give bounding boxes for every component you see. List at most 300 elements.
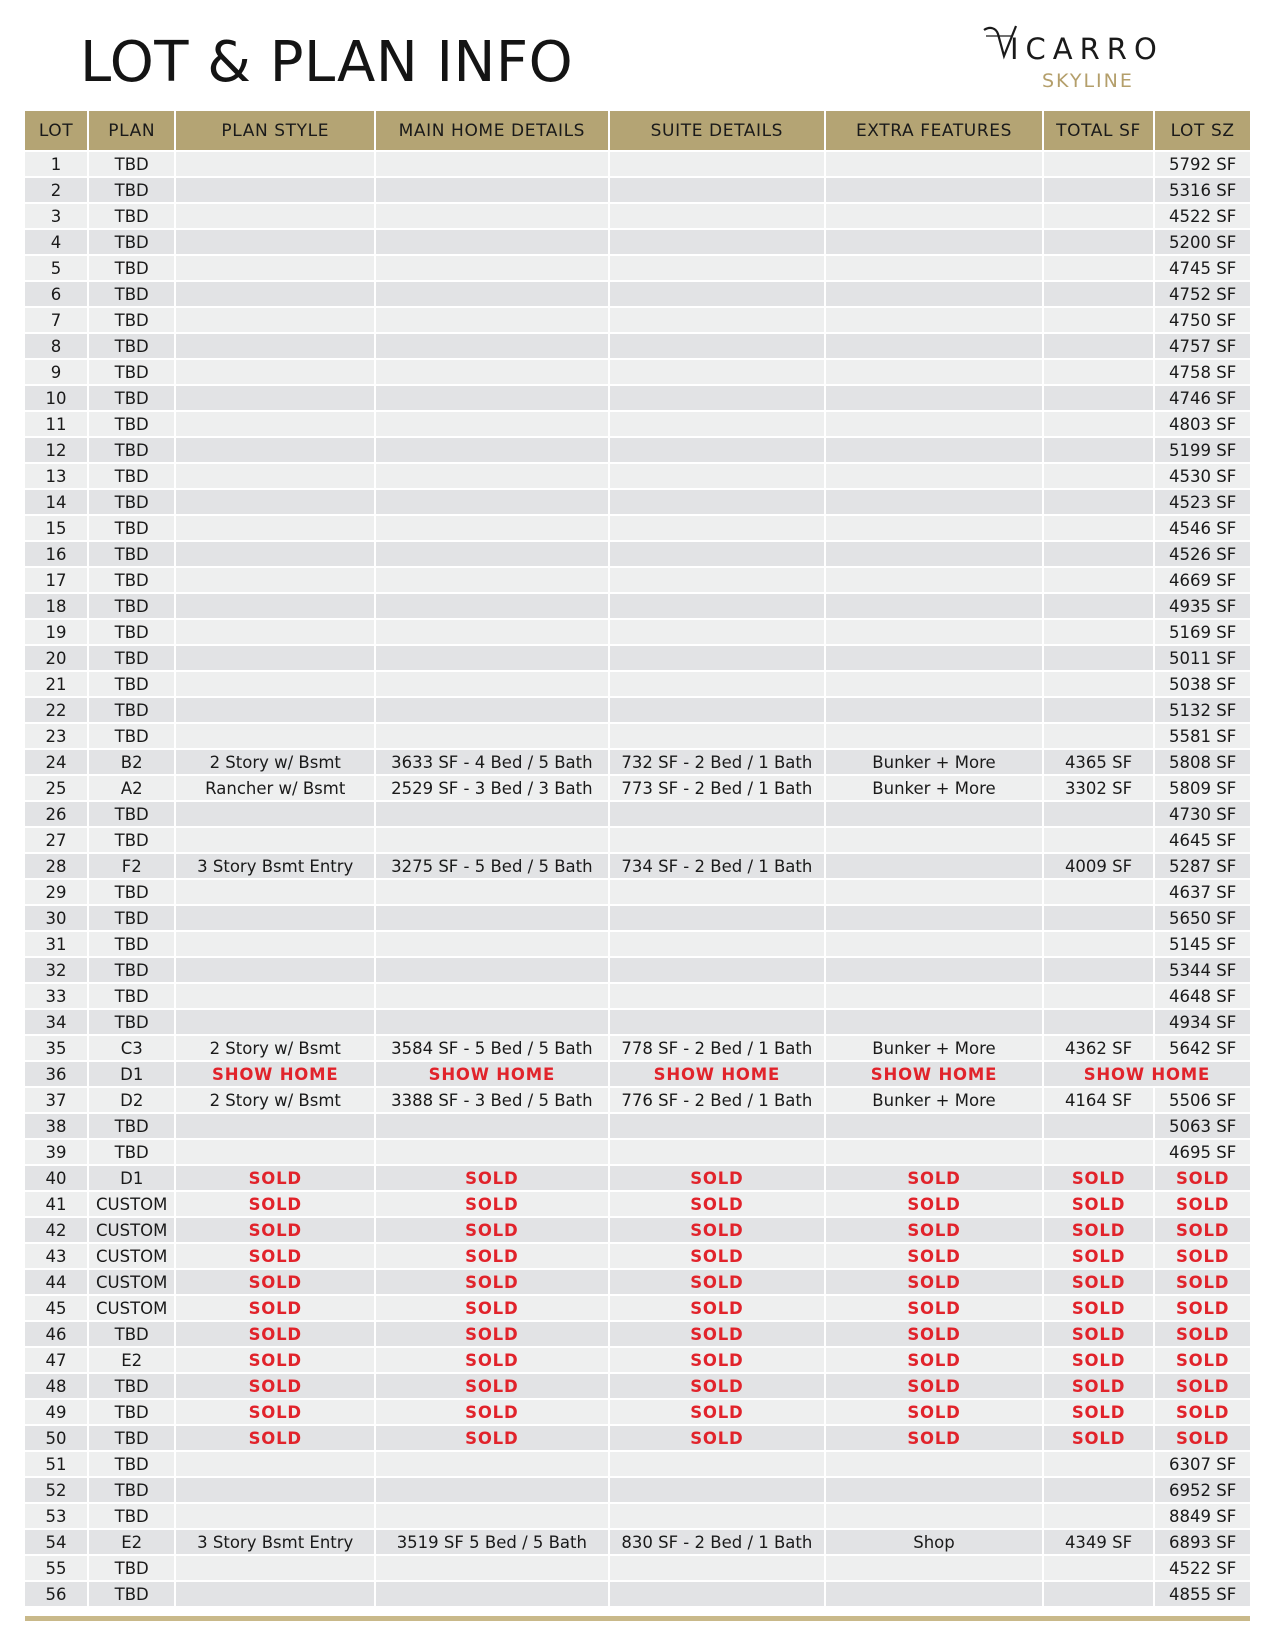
col-header-lot-size: LOT SZ [1154, 111, 1250, 151]
col-header-extra: EXTRA FEATURES [825, 111, 1043, 151]
cell-lot: 16 [25, 541, 88, 567]
cell-plan: TBD [88, 983, 175, 1009]
table-row [25, 775, 1250, 801]
cell-suite [609, 1139, 826, 1165]
cell-extra [825, 203, 1043, 229]
cell-lot-size: SOLD [1154, 1321, 1250, 1347]
cell-suite: SOLD [609, 1217, 826, 1243]
cell-lot: 12 [25, 437, 88, 463]
cell-lot: 2 [25, 177, 88, 203]
cell-plan-style [175, 255, 375, 281]
cell-total-sf: SOLD [1043, 1373, 1154, 1399]
cell-main-home: SOLD [375, 1399, 608, 1425]
cell-lot: 20 [25, 645, 88, 671]
cell-extra [825, 567, 1043, 593]
cell-lot-size: 4648 SF [1154, 983, 1250, 1009]
cell-main-home [375, 1477, 608, 1503]
table-row [25, 905, 1250, 931]
cell-lot: 27 [25, 827, 88, 853]
cell-lot: 19 [25, 619, 88, 645]
cell-plan-style [175, 957, 375, 983]
cell-suite [609, 983, 826, 1009]
cell-total-sf: SOLD [1043, 1217, 1154, 1243]
cell-total-sf [1043, 437, 1154, 463]
cell-suite: 776 SF - 2 Bed / 1 Bath [609, 1087, 826, 1113]
cell-plan-style [175, 411, 375, 437]
cell-total-sf [1043, 879, 1154, 905]
cell-extra [825, 515, 1043, 541]
cell-lot-size: 4934 SF [1154, 1009, 1250, 1035]
cell-extra [825, 177, 1043, 203]
cell-main-home: SOLD [375, 1295, 608, 1321]
cell-main-home: SOLD [375, 1191, 608, 1217]
table-row [25, 1139, 1250, 1165]
cell-lot: 35 [25, 1035, 88, 1061]
cell-suite [609, 411, 826, 437]
cell-plan: TBD [88, 1009, 175, 1035]
cell-extra: Shop [825, 1529, 1043, 1555]
cell-plan-style [175, 801, 375, 827]
table-row [25, 1217, 1250, 1243]
cell-total-sf: SOLD [1043, 1191, 1154, 1217]
cell-lot-size: 5316 SF [1154, 177, 1250, 203]
cell-plan-style: Rancher w/ Bsmt [175, 775, 375, 801]
cell-suite: SOLD [609, 1347, 826, 1373]
cell-extra [825, 645, 1043, 671]
cell-lot-size: 4522 SF [1154, 1555, 1250, 1581]
brand-logo [982, 18, 1202, 98]
cell-extra [825, 983, 1043, 1009]
table-row [25, 1035, 1250, 1061]
cell-lot-size: SOLD [1154, 1425, 1250, 1451]
cell-lot: 54 [25, 1529, 88, 1555]
cell-extra [825, 307, 1043, 333]
cell-plan-style [175, 359, 375, 385]
cell-lot: 25 [25, 775, 88, 801]
cell-total-sf [1043, 489, 1154, 515]
cell-lot: 56 [25, 1581, 88, 1606]
cell-lot: 36 [25, 1061, 88, 1087]
cell-extra [825, 905, 1043, 931]
cell-lot: 7 [25, 307, 88, 333]
cell-lot: 33 [25, 983, 88, 1009]
cell-plan-style: 2 Story w/ Bsmt [175, 749, 375, 775]
table-row [25, 1113, 1250, 1139]
cell-main-home: 3275 SF - 5 Bed / 5 Bath [375, 853, 608, 879]
cell-lot-size: 5038 SF [1154, 671, 1250, 697]
cell-total-sf: SOLD [1043, 1399, 1154, 1425]
col-header-plan-style: PLAN STYLE [175, 111, 375, 151]
cell-total-sf [1043, 307, 1154, 333]
table-row [25, 333, 1250, 359]
cell-plan: TBD [88, 255, 175, 281]
cell-plan-style [175, 1477, 375, 1503]
cell-plan: TBD [88, 1581, 175, 1606]
table-row [25, 463, 1250, 489]
cell-suite [609, 931, 826, 957]
cell-plan-style [175, 437, 375, 463]
cell-suite [609, 177, 826, 203]
cell-plan-style [175, 385, 375, 411]
cell-main-home [375, 489, 608, 515]
table-row [25, 1321, 1250, 1347]
cell-suite: SOLD [609, 1373, 826, 1399]
cell-main-home: SOLD [375, 1347, 608, 1373]
cell-main-home: 2529 SF - 3 Bed / 3 Bath [375, 775, 608, 801]
cell-plan-style: 2 Story w/ Bsmt [175, 1035, 375, 1061]
cell-total-sf: 3302 SF [1043, 775, 1154, 801]
cell-extra [825, 801, 1043, 827]
cell-suite [609, 957, 826, 983]
cell-suite: SOLD [609, 1321, 826, 1347]
cell-main-home [375, 177, 608, 203]
cell-plan: F2 [88, 853, 175, 879]
cell-total-sf [1043, 463, 1154, 489]
cell-main-home [375, 1113, 608, 1139]
table-row [25, 1555, 1250, 1581]
cell-plan-style [175, 1451, 375, 1477]
cell-plan: TBD [88, 879, 175, 905]
cell-total-sf [1043, 1477, 1154, 1503]
cell-main-home: SOLD [375, 1243, 608, 1269]
cell-total-sf [1043, 541, 1154, 567]
cell-main-home [375, 671, 608, 697]
cell-plan: TBD [88, 1399, 175, 1425]
cell-plan-style [175, 723, 375, 749]
cell-total-sf [1043, 229, 1154, 255]
table-row [25, 385, 1250, 411]
cell-extra: SOLD [825, 1269, 1043, 1295]
cell-plan-style [175, 593, 375, 619]
cell-total-sf [1043, 151, 1154, 177]
cell-extra [825, 853, 1043, 879]
cell-lot-size: 5199 SF [1154, 437, 1250, 463]
cell-plan-style [175, 1555, 375, 1581]
col-header-total-sf: TOTAL SF [1043, 111, 1154, 151]
cell-suite [609, 1581, 826, 1606]
cell-plan: B2 [88, 749, 175, 775]
cell-suite [609, 593, 826, 619]
cell-suite [609, 333, 826, 359]
cell-suite [609, 489, 826, 515]
cell-plan-style: SHOW HOME [175, 1061, 375, 1087]
cell-lot-size: 5011 SF [1154, 645, 1250, 671]
cell-plan: TBD [88, 1425, 175, 1451]
brand-subtitle: SKYLINE [1042, 70, 1134, 92]
cell-total-sf [1043, 593, 1154, 619]
cell-total-sf [1043, 1555, 1154, 1581]
cell-total-sf [1043, 515, 1154, 541]
cell-lot-size: 4530 SF [1154, 463, 1250, 489]
cell-extra: SOLD [825, 1243, 1043, 1269]
cell-lot-size: 5145 SF [1154, 931, 1250, 957]
cell-plan-style [175, 541, 375, 567]
cell-suite [609, 697, 826, 723]
table-row [25, 1295, 1250, 1321]
cell-total-sf [1043, 203, 1154, 229]
cell-plan: TBD [88, 619, 175, 645]
cell-plan-style [175, 645, 375, 671]
cell-plan-style [175, 489, 375, 515]
cell-main-home [375, 645, 608, 671]
cell-suite: SOLD [609, 1191, 826, 1217]
cell-extra [825, 1503, 1043, 1529]
cell-lot-size: 4746 SF [1154, 385, 1250, 411]
cell-extra [825, 151, 1043, 177]
cell-main-home [375, 827, 608, 853]
cell-lot: 8 [25, 333, 88, 359]
cell-lot: 24 [25, 749, 88, 775]
cell-plan: TBD [88, 645, 175, 671]
cell-suite: SOLD [609, 1243, 826, 1269]
cell-main-home [375, 151, 608, 177]
cell-extra [825, 1009, 1043, 1035]
cell-lot: 13 [25, 463, 88, 489]
table-row [25, 645, 1250, 671]
cell-lot-size: 4757 SF [1154, 333, 1250, 359]
bottom-accent-bar [25, 1616, 1250, 1621]
cell-plan: TBD [88, 827, 175, 853]
cell-lot: 18 [25, 593, 88, 619]
cell-plan-style [175, 463, 375, 489]
table-row [25, 255, 1250, 281]
cell-lot: 11 [25, 411, 88, 437]
cell-suite [609, 723, 826, 749]
cell-plan: TBD [88, 281, 175, 307]
cell-plan-style: SOLD [175, 1243, 375, 1269]
cell-plan-style [175, 827, 375, 853]
cell-lot: 10 [25, 385, 88, 411]
cell-extra [825, 1555, 1043, 1581]
cell-lot-size: 4758 SF [1154, 359, 1250, 385]
lot-plan-table [25, 111, 1250, 1606]
cell-lot-size: SOLD [1154, 1217, 1250, 1243]
cell-lot: 46 [25, 1321, 88, 1347]
cell-suite [609, 203, 826, 229]
cell-main-home: 3388 SF - 3 Bed / 5 Bath [375, 1087, 608, 1113]
cell-total-sf [1043, 385, 1154, 411]
cell-plan: CUSTOM [88, 1217, 175, 1243]
cell-extra [825, 463, 1043, 489]
cell-lot-size: SOLD [1154, 1243, 1250, 1269]
col-header-suite: SUITE DETAILS [609, 111, 826, 151]
cell-lot: 47 [25, 1347, 88, 1373]
cell-plan-style: 3 Story Bsmt Entry [175, 853, 375, 879]
cell-extra: SOLD [825, 1165, 1043, 1191]
cell-total-sf: SOLD [1043, 1269, 1154, 1295]
cell-main-home [375, 437, 608, 463]
cell-plan: TBD [88, 229, 175, 255]
cell-plan-style [175, 333, 375, 359]
cell-extra: SOLD [825, 1295, 1043, 1321]
cell-lot: 43 [25, 1243, 88, 1269]
cell-suite [609, 151, 826, 177]
cell-plan-style [175, 1503, 375, 1529]
cell-lot-size: 8849 SF [1154, 1503, 1250, 1529]
table-row [25, 801, 1250, 827]
cell-total-sf: SOLD [1043, 1347, 1154, 1373]
table-row [25, 1191, 1250, 1217]
cell-suite [609, 567, 826, 593]
table-row [25, 567, 1250, 593]
cell-extra [825, 359, 1043, 385]
cell-plan-style: SOLD [175, 1399, 375, 1425]
cell-total-sf [1043, 177, 1154, 203]
cell-lot: 50 [25, 1425, 88, 1451]
cell-main-home [375, 411, 608, 437]
col-header-main-home: MAIN HOME DETAILS [375, 111, 608, 151]
cell-plan: D1 [88, 1061, 175, 1087]
cell-suite: 778 SF - 2 Bed / 1 Bath [609, 1035, 826, 1061]
cell-total-sf [1043, 1139, 1154, 1165]
cell-lot: 42 [25, 1217, 88, 1243]
cell-total-lot: SHOW HOME [1043, 1061, 1250, 1087]
cell-lot: 40 [25, 1165, 88, 1191]
cell-lot-size: 4523 SF [1154, 489, 1250, 515]
cell-extra [825, 333, 1043, 359]
table-row [25, 1451, 1250, 1477]
table-row [25, 749, 1250, 775]
cell-lot-size: 4730 SF [1154, 801, 1250, 827]
cell-total-sf: 4164 SF [1043, 1087, 1154, 1113]
cell-main-home: SOLD [375, 1217, 608, 1243]
cell-suite [609, 1113, 826, 1139]
table-row [25, 1399, 1250, 1425]
cell-total-sf [1043, 723, 1154, 749]
table-row [25, 1581, 1250, 1606]
cell-lot-size: 6893 SF [1154, 1529, 1250, 1555]
cell-total-sf [1043, 333, 1154, 359]
cell-plan: TBD [88, 1503, 175, 1529]
table-row [25, 437, 1250, 463]
cell-total-sf [1043, 827, 1154, 853]
cell-lot-size: 4637 SF [1154, 879, 1250, 905]
cell-plan-style [175, 281, 375, 307]
cell-total-sf: SOLD [1043, 1165, 1154, 1191]
cell-lot: 44 [25, 1269, 88, 1295]
cell-main-home [375, 281, 608, 307]
cell-plan-style: SOLD [175, 1425, 375, 1451]
cell-lot-size: 5169 SF [1154, 619, 1250, 645]
cell-main-home: SOLD [375, 1165, 608, 1191]
cell-total-sf [1043, 411, 1154, 437]
cell-plan-style: SOLD [175, 1347, 375, 1373]
cell-suite [609, 645, 826, 671]
cell-suite [609, 1477, 826, 1503]
cell-plan: CUSTOM [88, 1269, 175, 1295]
cell-plan: TBD [88, 541, 175, 567]
col-header-plan: PLAN [88, 111, 175, 151]
cell-suite: SOLD [609, 1295, 826, 1321]
cell-lot-size: 4669 SF [1154, 567, 1250, 593]
cell-total-sf [1043, 281, 1154, 307]
cell-main-home: SOLD [375, 1373, 608, 1399]
cell-total-sf: 4362 SF [1043, 1035, 1154, 1061]
cell-extra: SOLD [825, 1217, 1043, 1243]
cell-suite [609, 1009, 826, 1035]
cell-plan-style [175, 229, 375, 255]
cell-extra [825, 1477, 1043, 1503]
cell-lot-size: 5792 SF [1154, 151, 1250, 177]
cell-plan-style: SOLD [175, 1295, 375, 1321]
cell-lot-size: 4522 SF [1154, 203, 1250, 229]
cell-extra [825, 827, 1043, 853]
cell-plan: C3 [88, 1035, 175, 1061]
cell-plan-style [175, 151, 375, 177]
cell-suite [609, 281, 826, 307]
cell-suite [609, 255, 826, 281]
table-row [25, 229, 1250, 255]
cell-lot: 34 [25, 1009, 88, 1035]
cell-extra [825, 1581, 1043, 1606]
cell-extra [825, 931, 1043, 957]
cell-plan-style: SOLD [175, 1373, 375, 1399]
table-row [25, 1425, 1250, 1451]
cell-plan-style [175, 515, 375, 541]
cell-extra: Bunker + More [825, 749, 1043, 775]
cell-suite: SOLD [609, 1425, 826, 1451]
cell-plan: TBD [88, 437, 175, 463]
cell-main-home [375, 1451, 608, 1477]
cell-lot: 51 [25, 1451, 88, 1477]
cell-main-home [375, 333, 608, 359]
cell-total-sf: SOLD [1043, 1243, 1154, 1269]
cell-lot: 41 [25, 1191, 88, 1217]
cell-extra [825, 229, 1043, 255]
cell-lot-size: 5809 SF [1154, 775, 1250, 801]
cell-plan: TBD [88, 333, 175, 359]
cell-lot: 5 [25, 255, 88, 281]
cell-suite [609, 1451, 826, 1477]
cell-main-home [375, 905, 608, 931]
cell-plan: TBD [88, 697, 175, 723]
cell-plan: TBD [88, 1555, 175, 1581]
cell-main-home [375, 1581, 608, 1606]
cell-total-sf: SOLD [1043, 1321, 1154, 1347]
cell-plan: TBD [88, 385, 175, 411]
table-row [25, 177, 1250, 203]
cell-main-home [375, 359, 608, 385]
cell-lot-size: 4803 SF [1154, 411, 1250, 437]
cell-suite [609, 1555, 826, 1581]
cell-plan: TBD [88, 723, 175, 749]
table-row [25, 723, 1250, 749]
cell-plan: A2 [88, 775, 175, 801]
table-row [25, 1529, 1250, 1555]
cell-plan: TBD [88, 593, 175, 619]
cell-plan: TBD [88, 1451, 175, 1477]
cell-plan: TBD [88, 203, 175, 229]
cell-total-sf [1043, 359, 1154, 385]
cell-plan: TBD [88, 463, 175, 489]
cell-main-home: SHOW HOME [375, 1061, 608, 1087]
cell-main-home [375, 879, 608, 905]
cell-lot-size: 4750 SF [1154, 307, 1250, 333]
cell-extra [825, 697, 1043, 723]
cell-lot: 21 [25, 671, 88, 697]
col-header-lot: LOT [25, 111, 88, 151]
table-row [25, 489, 1250, 515]
cell-lot-size: 6307 SF [1154, 1451, 1250, 1477]
cell-total-sf: SOLD [1043, 1295, 1154, 1321]
cell-lot: 3 [25, 203, 88, 229]
table-row [25, 931, 1250, 957]
cell-extra [825, 541, 1043, 567]
cell-plan-style: SOLD [175, 1165, 375, 1191]
cell-plan: TBD [88, 1477, 175, 1503]
cell-lot: 48 [25, 1373, 88, 1399]
table-row [25, 1087, 1250, 1113]
